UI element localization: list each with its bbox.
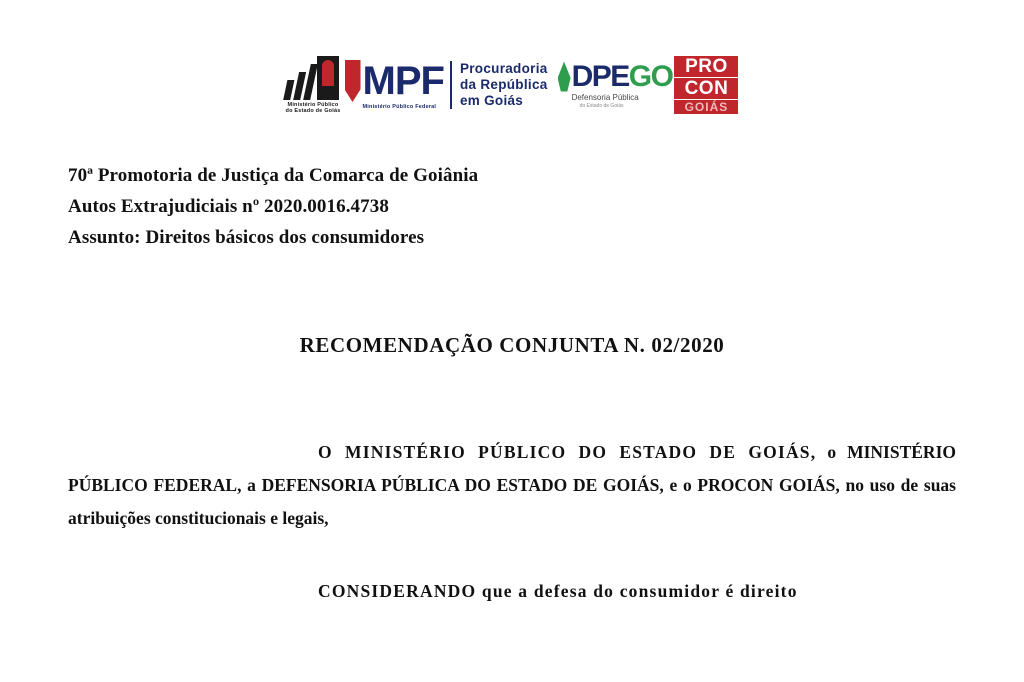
paragraph-partes-lead: O MINISTÉRIO PÚBLICO DO ESTADO DE GOIÁS, [318, 442, 817, 462]
dpe-word-accent: GO [628, 59, 673, 93]
mp-goias-logo [286, 56, 341, 114]
procon-goias-logo [674, 56, 738, 114]
procon-line2: CON [674, 78, 738, 99]
dpe-row [558, 59, 673, 93]
paragraph-considerando-lead: CONSIDERANDO [318, 581, 477, 601]
procuradoria-republica-goias-text [450, 61, 548, 109]
prgo-line2: da República [459, 77, 548, 92]
meta-assunto: Assunto: Direitos básicos dos consumidores [68, 227, 425, 248]
paragraph-considerando-1 [68, 575, 956, 608]
mp-goias-caption-line2: do Estado de Goiás [285, 108, 341, 114]
mp-goias-block-icon [317, 56, 339, 100]
dpe-wordmark [571, 59, 673, 93]
dpe-word-main: DPE [571, 59, 629, 93]
procon-line3: GOIÁS [674, 100, 738, 114]
mp-goias-bars-icon [283, 64, 318, 100]
document-body [68, 160, 956, 608]
mpf-logo [345, 60, 444, 110]
mp-goias-glyph-icon [287, 56, 339, 100]
meta-autos: Autos Extrajudiciais nº 2020.0016.4738 [68, 196, 389, 217]
paragraph-considerando-text: que a defesa do consumidor é direito [476, 581, 798, 601]
prgo-line1: Procuradoria [459, 61, 548, 76]
mpf-caption: Ministério Público Federal [362, 104, 437, 110]
page-title: RECOMENDAÇÃO CONJUNTA N. 02/2020 [299, 333, 725, 357]
paragraph-partes-text: o MINISTÉRIO PÚBLICO FEDERAL, a DEFENSORIA PÚBLICA DO ESTADO DE GOIÁS, e o PROCON GOIÁS, no uso de suas atribuições constitucionais e legais, [68, 442, 956, 528]
paragraph-partes [68, 436, 956, 535]
dpe-drop-icon [558, 62, 571, 92]
procon-line1: PRO [674, 56, 738, 77]
dpe-subcaption: do Estado de Goiás [579, 102, 624, 109]
mpf-flag-icon [345, 60, 361, 102]
mpf-row [345, 60, 444, 102]
mp-goias-caption-line1: Ministério Público [287, 102, 339, 108]
mp-goias-caption [286, 102, 341, 114]
prgo-line3: em Goiás [459, 93, 524, 108]
meta-promotoria: 70ª Promotoria de Justiça da Comarca de Goiânia [68, 165, 479, 186]
header-logo-bar [0, 46, 1024, 124]
mpf-wordmark: MPF [362, 59, 444, 103]
dpe-caption: Defensoria Pública [571, 92, 639, 102]
dpe-goias-logo [558, 59, 673, 109]
logo-group [286, 56, 739, 114]
